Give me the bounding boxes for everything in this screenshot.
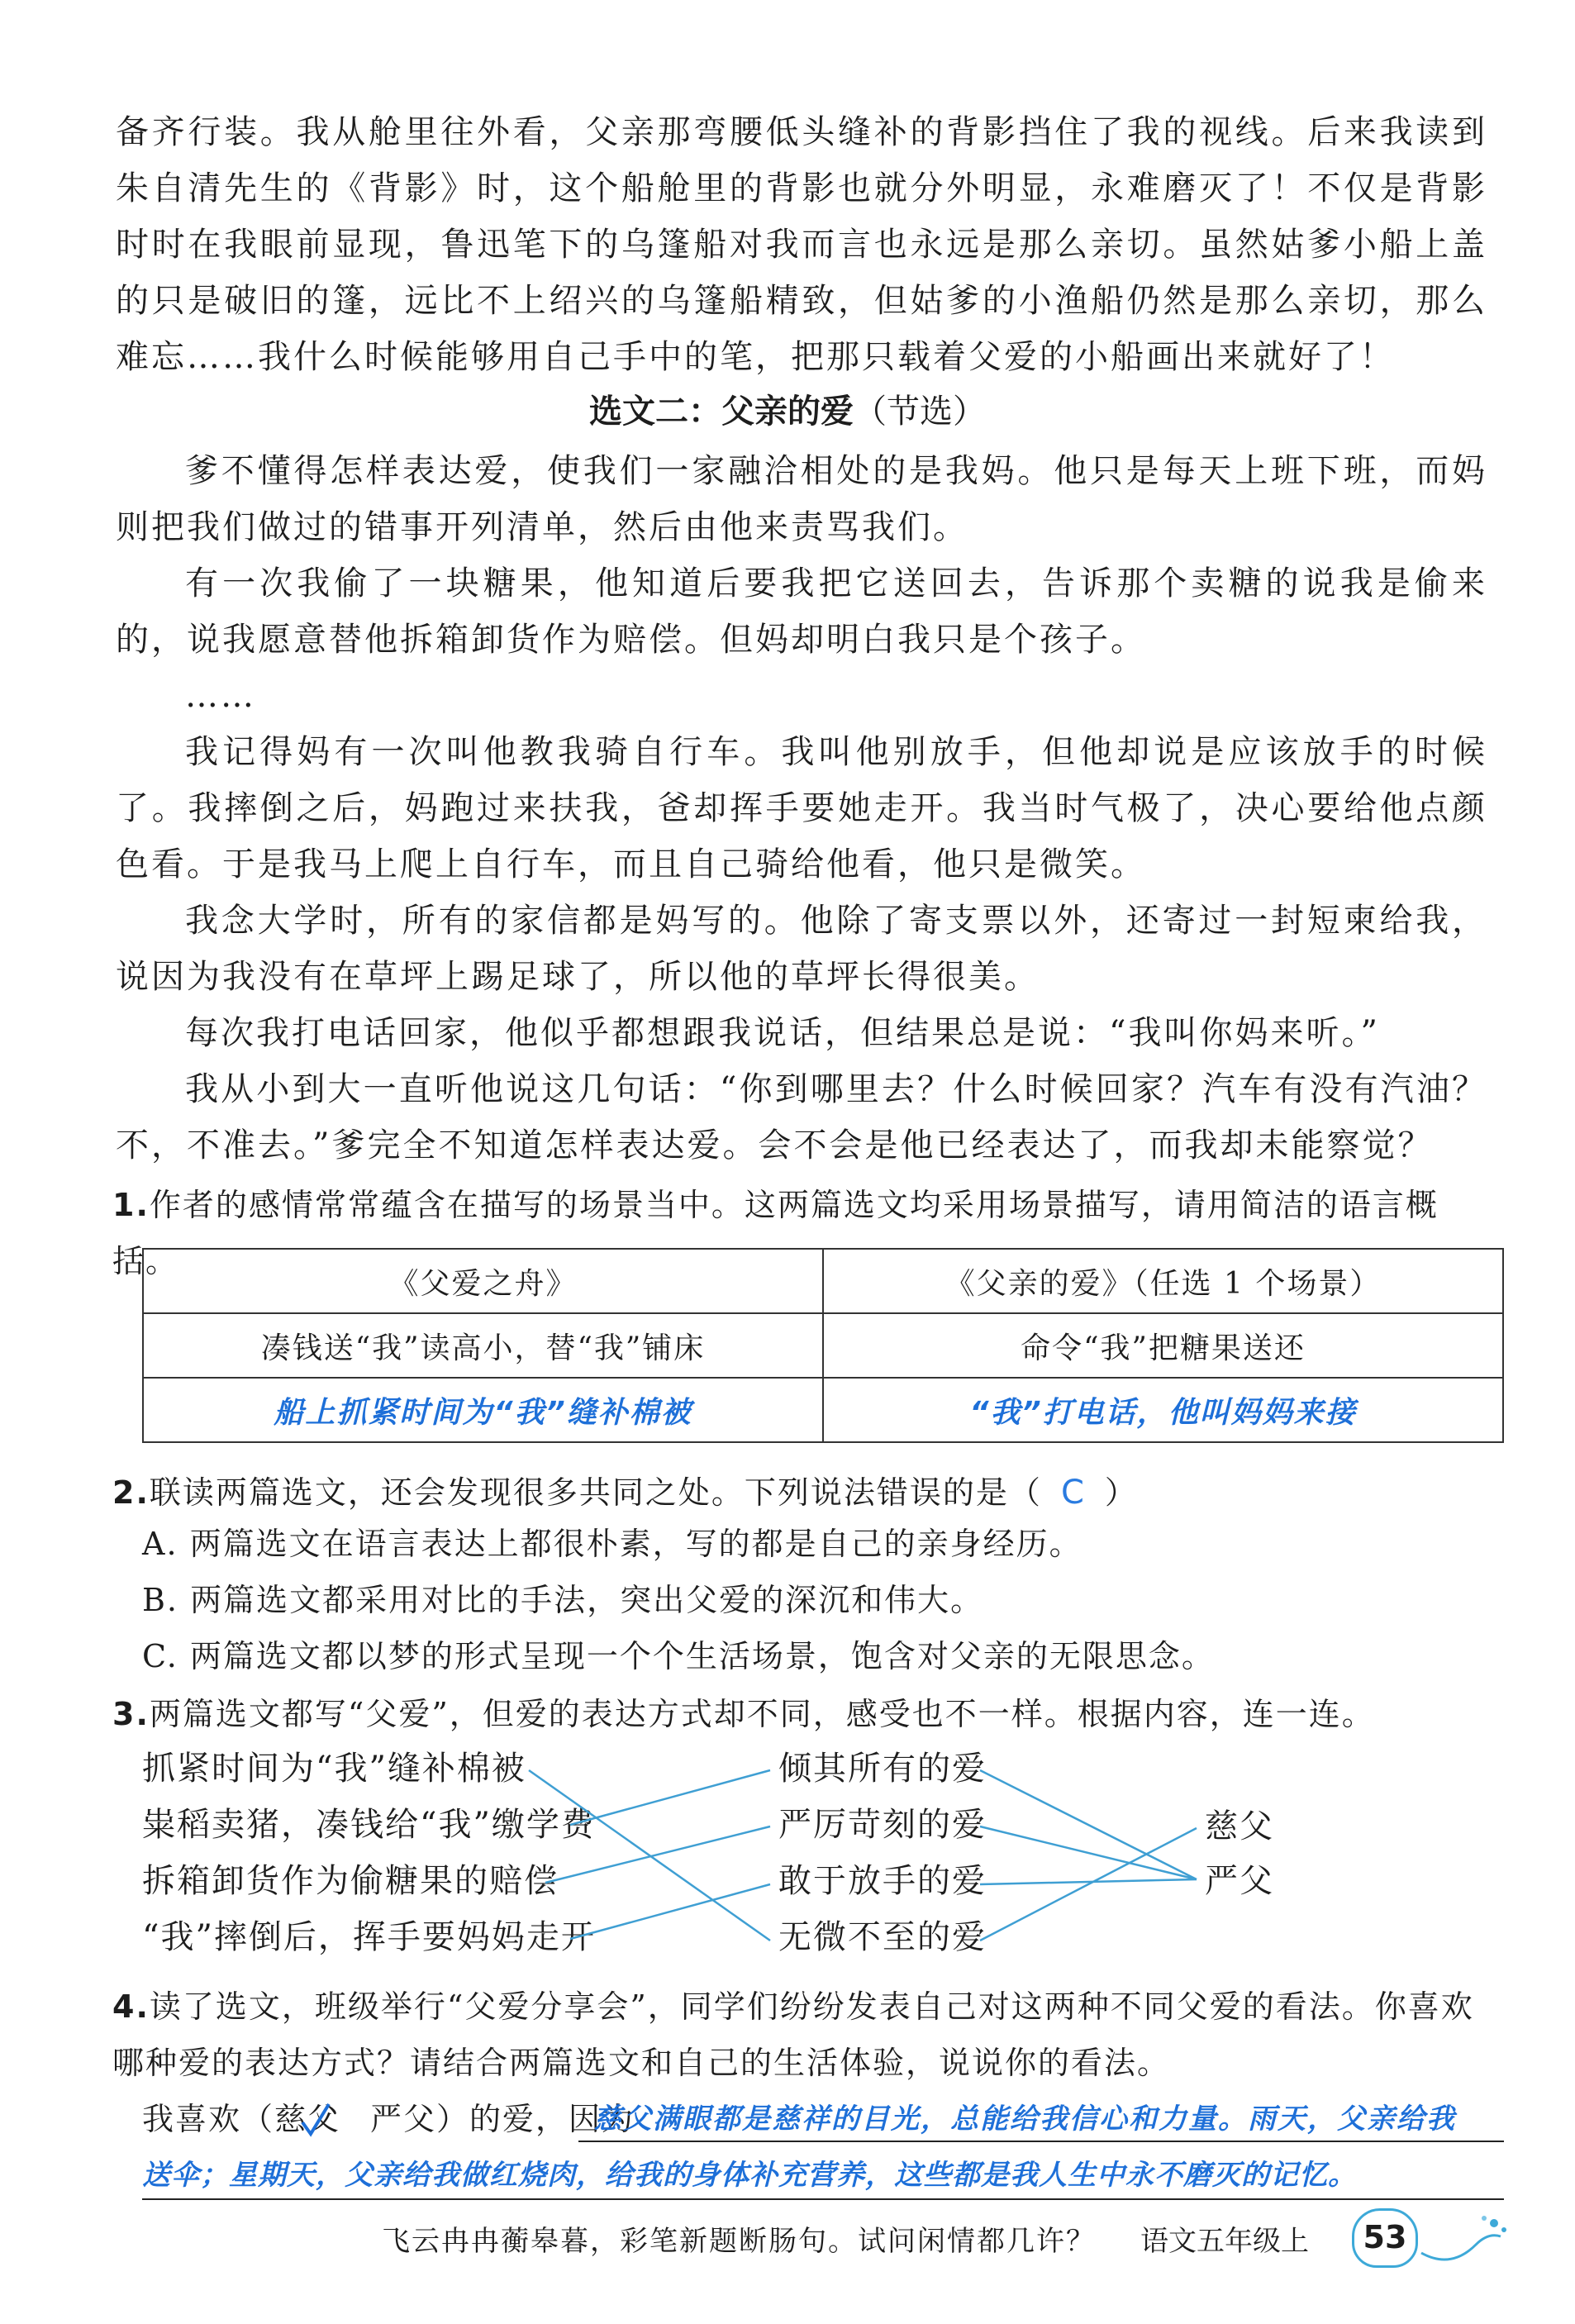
question-3-text: 两篇选文都写“父爱”，但爱的表达方式却不同，感受也不一样。根据内容，连一连。 xyxy=(149,1696,1375,1732)
passage2-paragraph: 爹不懂得怎样表达爱，使我们一家融洽相处的是我妈。他只是每天上班下班，而妈则把我们做过的错事开列清单，然后由他来责骂我们。 xyxy=(116,452,1487,546)
question-2-answer[interactable]: C xyxy=(1060,1474,1086,1512)
match-line xyxy=(545,1826,770,1883)
passage2-paragraph: 每次我打电话回家，他似乎都想跟我说话，但结果总是说：“我叫你妈来听。” xyxy=(185,1014,1380,1052)
table-header-right: 《父亲的爱》（任选 1 个场景） xyxy=(823,1249,1503,1313)
footer-book-title: 语文五年级上 xyxy=(1140,2225,1309,2258)
choice-a-text: 慈父 xyxy=(274,2101,341,2137)
answer-rule xyxy=(578,2141,1504,2142)
question-2-number: 2. xyxy=(112,1474,150,1511)
table-answer-left[interactable]: 船上抓紧时间为“我”缝补棉被 xyxy=(143,1378,823,1442)
choice-a[interactable] xyxy=(274,2101,340,2137)
passage2-paragraph: 我念大学时，所有的家信都是妈写的。他除了寄支票以外，还寄过一封短柬给我，说因为我没有在草坪上踢足球了，所以他的草坪长得很美。 xyxy=(116,902,1487,996)
match-left-item[interactable]: 粜稻卖猪，凑钱给“我”缴学费 xyxy=(142,1806,596,1844)
prompt-end: ）的爱，因为 xyxy=(436,2101,635,2137)
match-middle-item[interactable]: 倾其所有的爱 xyxy=(778,1750,987,1788)
option-a: A. 两篇选文在语言表达上都很朴素，写的都是自己的亲身经历。 xyxy=(142,1526,1083,1562)
match-right-item[interactable]: 慈父 xyxy=(1205,1807,1274,1845)
match-line xyxy=(570,1770,770,1825)
table-header-left: 《父爱之舟》 xyxy=(143,1249,823,1313)
match-line xyxy=(570,1884,770,1939)
passage2-title-note: （节选） xyxy=(854,393,986,431)
match-left-item[interactable]: “我”摔倒后，挥手要妈妈走开 xyxy=(142,1918,596,1956)
match-middle-item[interactable]: 无微不至的爱 xyxy=(778,1918,987,1956)
question-4 xyxy=(112,1979,1501,2091)
passage2-title-text: 选文二：父亲的爱 xyxy=(589,393,854,431)
passage1-text: 备齐行装。我从舱里往外看，父亲那弯腰低头缝补的背影挡住了我的视线。后来我读到朱自清先生的《背影》时，这个船舱里的背影也就分外明显，永难磨灭了！不仅是背影时时在我眼前显现，鲁迅笔下的乌篷船对我而言也永远是那么亲切。虽然姑爹小船上盖的只是破旧的篷，远比不上绍兴的乌篷船精致，但姑爹的小渔船仍然是那么亲切，那么难忘……我什么时候能够用自己手中的笔，把那只载着父爱的小船画出来就好了！ xyxy=(116,113,1487,376)
question-3-number: 3. xyxy=(112,1696,150,1732)
question-1-text: 作者的感情常常蕴含在描写的场景当中。这两篇选文均采用场景描写，请用简洁的语言概括。 xyxy=(112,1187,1439,1279)
match-middle-item[interactable]: 敢于放手的爱 xyxy=(778,1862,987,1900)
match-line xyxy=(980,1826,1197,1879)
answer-rule xyxy=(142,2198,1504,2200)
question-4-answer-line-1[interactable]: 慈父满眼都是慈祥的目光，总能给我信心和力量。雨天，父亲给我 xyxy=(593,2103,1456,2136)
question-2-text: 联读两篇选文，还会发现很多共同之处。下列说法错误的是（ xyxy=(149,1474,1042,1511)
table-cell-right: 命令“我”把糖果送还 xyxy=(823,1313,1503,1378)
match-left-item[interactable]: 拆箱卸货作为偷糖果的赔偿 xyxy=(142,1862,559,1900)
passage2-paragraph: 我从小到大一直听他说这几句话：“你到哪里去？什么时候回家？汽车有没有汽油？不，不准去。”爹完全不知道怎样表达爱。会不会是他已经表达了，而我却未能察觉？ xyxy=(116,1070,1487,1164)
question-1-number: 1. xyxy=(112,1187,150,1223)
check-mark-icon xyxy=(299,2101,332,2142)
match-left-item[interactable]: 抓紧时间为“我”缝补棉被 xyxy=(142,1750,526,1788)
passage2-paragraph: 我记得妈有一次叫他教我骑自行车。我叫他别放手，但他却说是应该放手的时候了。我摔倒之后，妈跑过来扶我，爸却挥手要她走开。我当时气极了，决心要给他点颜色看。于是我马上爬上自行车，而且自己骑给他看，他只是微笑。 xyxy=(116,733,1487,883)
table-answer-right[interactable]: “我”打电话，他叫妈妈来接 xyxy=(823,1378,1503,1442)
match-right-item[interactable]: 严父 xyxy=(1205,1862,1274,1900)
footer-quote: 飞云冉冉蘅皋暮，彩笔新题断肠句。试问闲情都几许？ xyxy=(382,2225,1096,2258)
passage2-paragraph: 有一次我偷了一块糖果，他知道后要我把它送回去，告诉那个卖糖的说我是偷来的，说我愿意替他拆箱卸货作为赔偿。但妈却明白我只是个孩子。 xyxy=(116,564,1487,659)
match-line xyxy=(529,1770,770,1941)
option-b: B. 两篇选文都采用对比的手法，突出父爱的深沉和伟大。 xyxy=(142,1582,984,1618)
option-c: C. 两篇选文都以梦的形式呈现一个个生活场景，饱含对父亲的无限思念。 xyxy=(142,1638,1215,1674)
page-number: 53 xyxy=(1352,2208,1418,2268)
prompt-start: 我喜欢（ xyxy=(142,2101,275,2137)
choice-b[interactable]: 严父 xyxy=(370,2101,437,2137)
question-4-number: 4. xyxy=(112,1988,150,2025)
question-2-close: ） xyxy=(1104,1474,1138,1511)
match-middle-item[interactable]: 严厉苛刻的爱 xyxy=(778,1806,987,1844)
match-line xyxy=(980,1770,1197,1879)
question-4-text: 读了选文，班级举行“父爱分享会”，同学们纷纷发表自己对这两种不同父爱的看法。你喜欢哪种爱的表达方式？请结合两篇选文和自己的生活体验，说说你的看法。 xyxy=(112,1988,1474,2081)
question-4-answer-line-2[interactable]: 送伞；星期天，父亲给我做红烧肉，给我的身体补充营养，这些都是我人生中永不磨灭的记忆。 xyxy=(142,2159,1357,2192)
decorative-swirl-icon xyxy=(1418,2212,1509,2278)
table-cell-left: 凑钱送“我”读高小，替“我”铺床 xyxy=(143,1313,823,1378)
passage2-ellipsis: …… xyxy=(185,677,256,715)
